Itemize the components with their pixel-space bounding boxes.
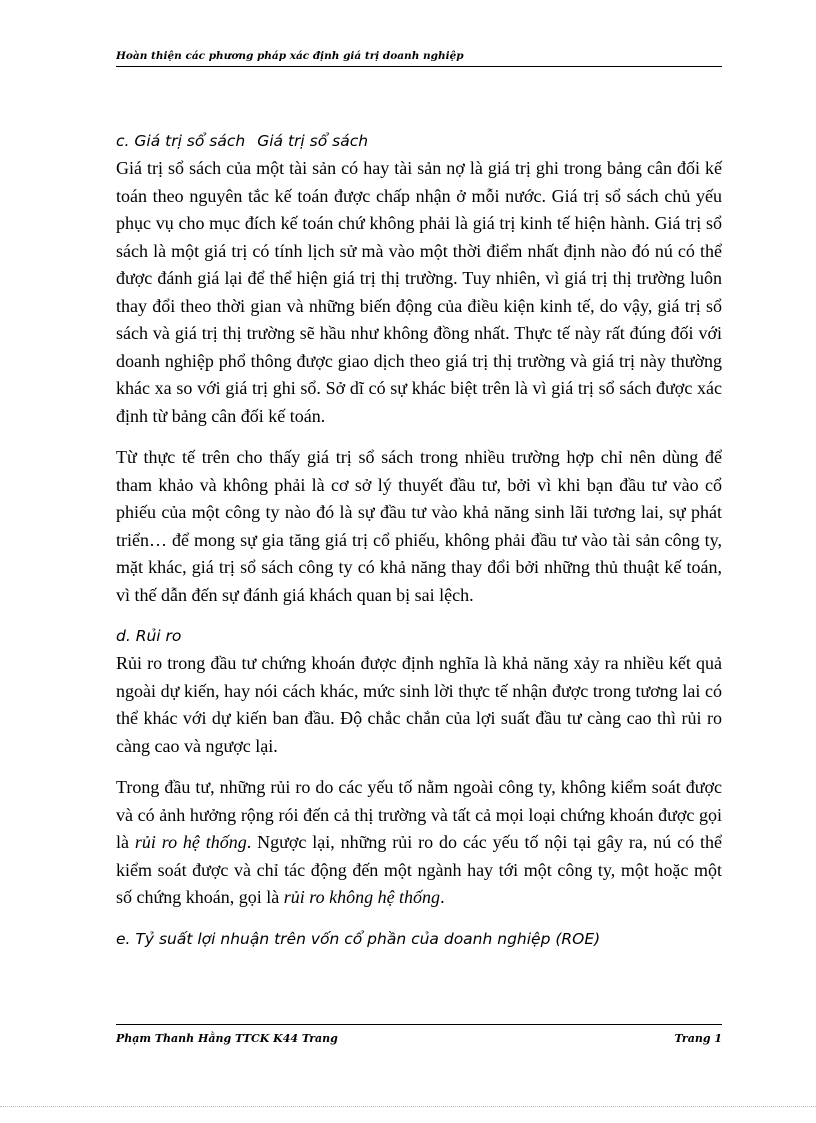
term-unsystematic-risk: rủi ro không hệ thống	[283, 887, 441, 907]
running-header: Hoàn thiện các phương pháp xác định giá trị doanh nghiệp	[116, 50, 464, 62]
section-d-paragraph-2	[116, 774, 722, 912]
page-body	[116, 128, 722, 953]
section-e-heading: e. Tỷ suất lợi nhuận trên vốn cổ phần của doanh nghiệp (ROE)	[116, 929, 601, 948]
term-systematic-risk: rủi ro hệ thống	[134, 832, 247, 852]
header-divider	[116, 66, 722, 67]
footer-page-number: Trang 1	[674, 1032, 722, 1045]
section-c-heading-part2: Giá trị sổ sách	[257, 132, 369, 150]
footer-author: Phạm Thanh Hằng TTCK K44 Trang	[116, 1032, 338, 1045]
page-boundary	[0, 1106, 816, 1107]
section-d-heading: d. Rủi ro	[116, 627, 182, 645]
section-c-heading	[116, 128, 722, 155]
section-d-paragraph-1: Rủi ro trong đầu tư chứng khoán được định nghĩa là khả năng xảy ra nhiều kết quả ngoài dự kiến, hay nói cách khác, mức sinh lời thực tế nhận được trong tương lai có thể khác với dự kiến ban đầu. Độ chắc chắn của lợi suất đầu tư càng cao thì rủi ro càng cao và ngược lại.	[116, 653, 722, 756]
section-d-paragraph-2-text-a: Trong đầu tư, những rủi ro do các yếu tố nằm ngoài công ty, không kiểm soát được và có ảnh hưởng rộng rói đến cả thị trường và tất cả mọi loại chứng khoán được gọi là	[116, 777, 722, 852]
section-d-paragraph-2-text-c: .	[440, 887, 445, 907]
section-d-paragraph-2-text-b: . Ngược lại, những rủi ro do các yếu tố nội tại gây ra, nú có thể kiểm soát được và chỉ tác động đến một ngành hay tới một công ty, một hoặc một số chứng khoán, gọi là	[116, 832, 722, 907]
section-c-paragraph-1: Giá trị sổ sách của một tài sản có hay tài sản nợ là giá trị ghi trong bảng cân đối kế toán theo nguyên tắc kế toán được chấp nhận ở mỗi nước. Giá trị sổ sách chủ yếu phục vụ cho mục đích kế toán chứ không phải là giá trị kinh tế hiện hành. Giá trị sổ sách là một giá trị có tính lịch sử mà vào một thời điểm nhất định nào đó nú có thể được đánh giá lại để thể hiện giá trị thị trường. Tuy nhiên, vì giá trị thị trường luôn thay đổi theo thời gian và những biến động của điều kiện kinh tế, do vậy, giá trị sổ sách và giá trị thị trường sẽ hầu như không đồng nhất. Thực tế này rất đúng đối với doanh nghiệp phổ thông được giao dịch theo giá trị thị trường và giá trị này thường khác xa so với giá trị ghi sổ. Sở dĩ có sự khác biệt trên là vì giá trị sổ sách được xác định từ bảng cân đối kế toán.	[116, 158, 722, 426]
footer-divider	[116, 1024, 722, 1025]
section-c-paragraph-2: Từ thực tế trên cho thấy giá trị sổ sách trong nhiều trường hợp chỉ nên dùng để tham khảo và không phải là cơ sở lý thuyết đầu tư, bởi vì khi bạn đầu tư vào cổ phiếu của một công ty nào đó là sự đầu tư vào khả năng sinh lãi tương lai, sự phát triển… để mong sự gia tăng giá trị cổ phiếu, không phải đầu tư vào tài sản công ty, mặt khác, giá trị sổ sách công ty có khả năng thay đổi bởi những thủ thuật kế toán, vì thế dẫn đến sự đánh giá khách quan bị sai lệch.	[116, 447, 722, 605]
section-c-heading-part1: c. Giá trị sổ sách	[116, 132, 246, 150]
